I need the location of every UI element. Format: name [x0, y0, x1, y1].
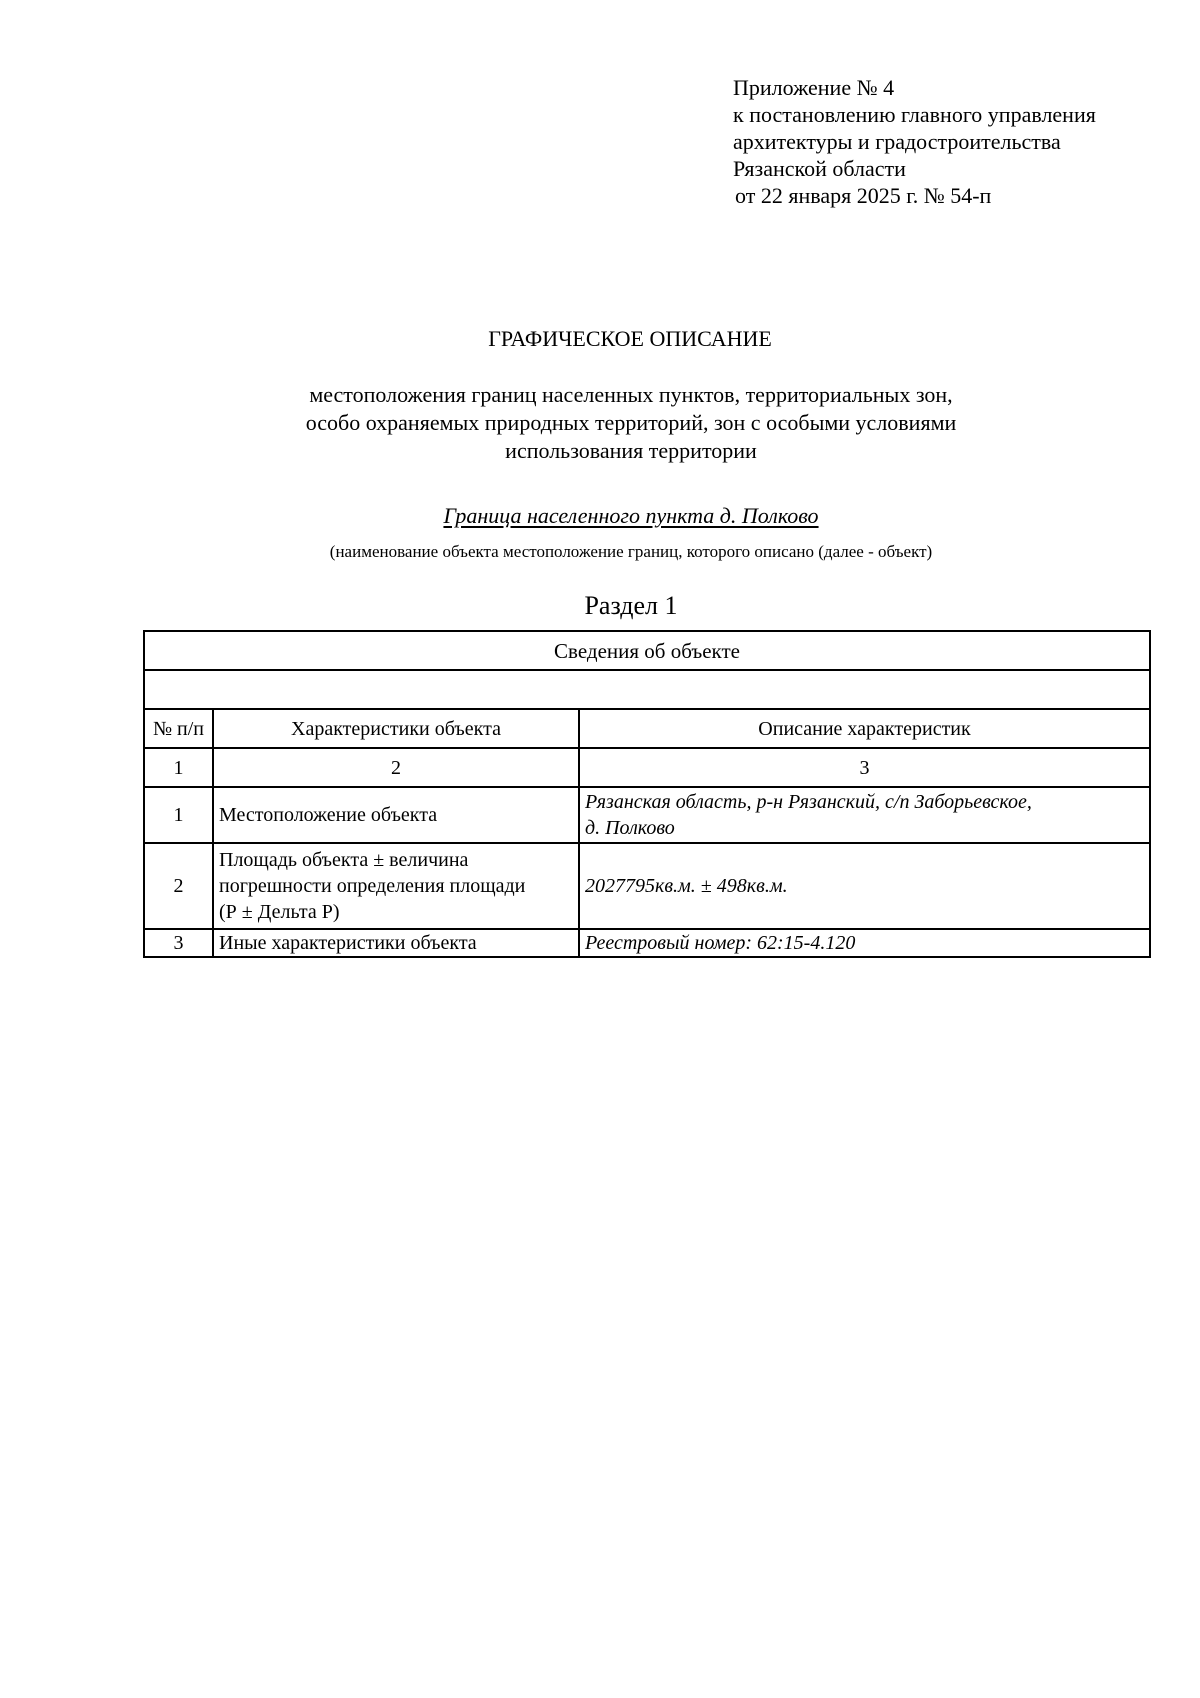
column-index: 1: [144, 748, 213, 787]
appendix-line: к постановлению главного управления: [733, 102, 1096, 127]
description-line: д. Полково: [585, 817, 675, 839]
row-number: 2: [144, 843, 213, 929]
table-header-row: [144, 709, 1150, 748]
subtitle-line: особо охраняемых природных территорий, зон с особыми условиями: [305, 410, 957, 435]
header-characteristic: Характеристики объекта: [213, 709, 579, 748]
characteristic-line: погрешности определения площади: [219, 875, 526, 897]
description-line: 2027795кв.м. ± 498кв.м.: [585, 875, 788, 897]
appendix-date-line: от 22 января 2025 г. № 54-п: [735, 183, 992, 208]
characteristic-line: Иные характеристики объекта: [219, 932, 477, 954]
object-name-text: Граница населенного пункта д. Полково: [443, 503, 819, 528]
table-empty-row: [144, 670, 1150, 709]
row-description: [579, 787, 1150, 843]
header-description: Описание характеристик: [579, 709, 1150, 748]
table-caption-row: [144, 631, 1150, 670]
row-description: [579, 929, 1150, 957]
description-line: Рязанская область, р-н Рязанский, с/п Заборьевское,: [585, 791, 1032, 813]
description-line: Реестровый номер: 62:15-4.120: [585, 932, 856, 954]
table-row: [144, 787, 1150, 843]
row-characteristic: [213, 787, 579, 843]
row-number: 1: [144, 787, 213, 843]
column-index: 2: [213, 748, 579, 787]
subtitle-line: использования территории: [505, 438, 757, 463]
row-characteristic: [213, 929, 579, 957]
row-number: 3: [144, 929, 213, 957]
table-empty-cell: [144, 670, 1150, 709]
appendix-line: архитектуры и градостроительства: [733, 129, 1061, 154]
characteristic-line: Местоположение объекта: [219, 804, 438, 826]
document-title: ГРАФИЧЕСКОЕ ОПИСАНИЕ: [488, 326, 772, 351]
row-characteristic: [213, 843, 579, 929]
characteristic-line: Площадь объекта ± величина: [219, 849, 469, 871]
row-description: [579, 843, 1150, 929]
table-row: [144, 843, 1150, 929]
table-index-row: [144, 748, 1150, 787]
appendix-block: [733, 74, 1096, 209]
header-number: № п/п: [144, 709, 213, 748]
section-title: Раздел 1: [584, 591, 678, 620]
appendix-line: Приложение № 4: [733, 75, 895, 100]
table-caption: Сведения об объекте: [144, 631, 1150, 670]
column-index: 3: [579, 748, 1150, 787]
object-name: [0, 502, 1200, 529]
table-row: [144, 929, 1150, 957]
document-subtitle: [0, 381, 1200, 465]
appendix-line: Рязанской области: [733, 156, 906, 181]
subtitle-line: местоположения границ населенных пунктов, территориальных зон,: [309, 382, 953, 407]
characteristic-line: (Р ± Дельта Р): [219, 901, 340, 923]
object-info-table: [143, 630, 1151, 958]
object-note: (наименование объекта местоположение границ, которого описано (далее - объект): [329, 542, 933, 561]
